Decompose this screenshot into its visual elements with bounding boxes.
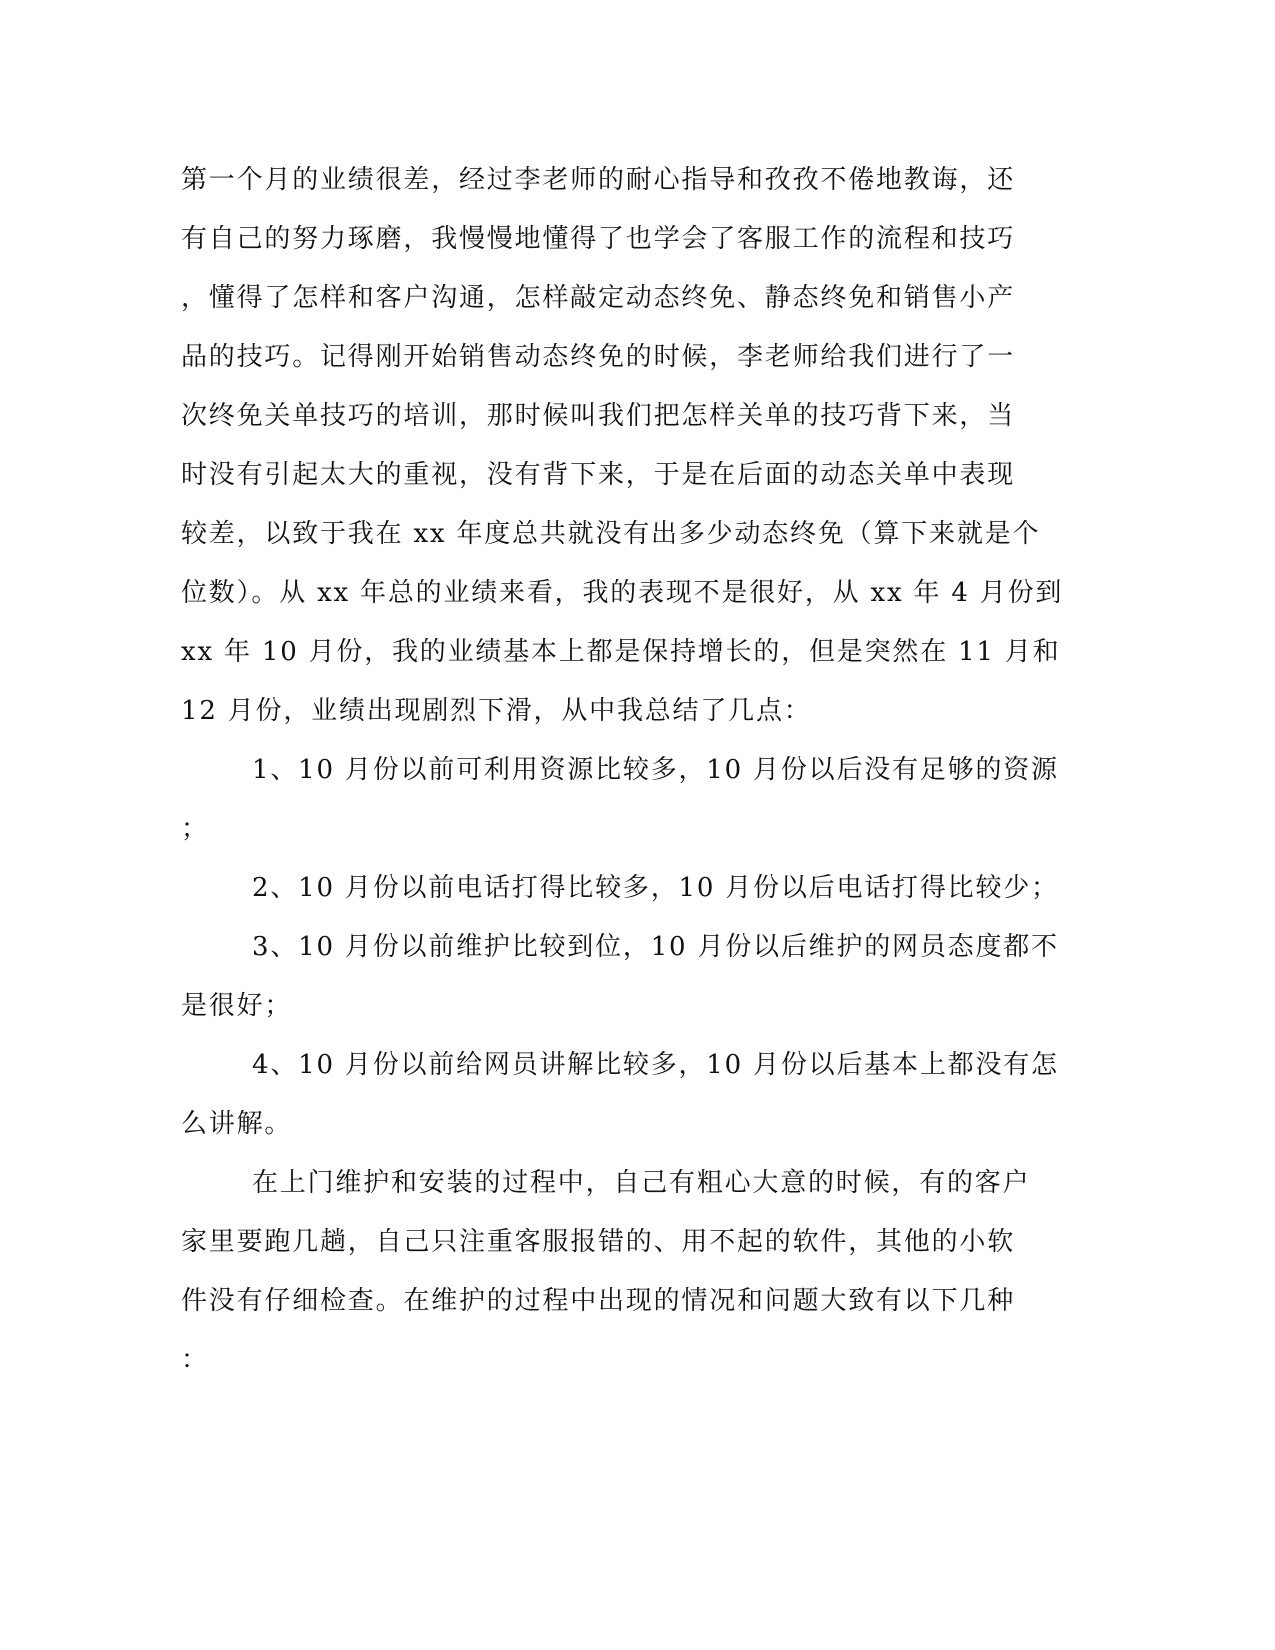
text-line: 较差，以致于我在 xx 年度总共就没有出多少动态终免（算下来就是个 [181,519,1041,549]
text-line: ； [181,814,209,844]
list-item-3: 3、10 月份以前维护比较到位，10 月份以后维护的网员态度都不 [252,932,1059,962]
text-line: 时没有引起太大的重视，没有背下来，于是在后面的动态关单中表现 [181,460,1016,490]
text-line: 次终免关单技巧的培训，那时候叫我们把怎样关单的技巧背下来，当 [181,401,1016,431]
text-line: 12 月份，业绩出现剧烈下滑，从中我总结了几点： [181,696,812,726]
list-item-2: 2、10 月份以前电话打得比较多，10 月份以后电话打得比较少； [252,873,1059,903]
text-line: 位数）。从 xx 年总的业绩来看，我的表现不是很好，从 xx 年 4 月份到 [181,578,1064,608]
text-line: 第一个月的业绩很差，经过李老师的耐心指导和孜孜不倦地教诲，还 [181,165,1016,195]
list-item-1: 1、10 月份以前可利用资源比较多，10 月份以后没有足够的资源 [252,755,1059,785]
text-line: ，懂得了怎样和客户沟通，怎样敲定动态终免、静态终免和销售小产 [181,283,1016,313]
text-line: 有自己的努力琢磨，我慢慢地懂得了也学会了客服工作的流程和技巧 [181,224,1016,254]
text-line: 么讲解。 [181,1109,293,1139]
text-line: xx 年 10 月份，我的业绩基本上都是保持增长的，但是突然在 11 月和 [181,637,1061,667]
paragraph-start: 在上门维护和安装的过程中，自己有粗心大意的时候，有的客户 [252,1168,1031,1198]
text-line: ： [181,1345,209,1375]
list-item-4: 4、10 月份以前给网员讲解比较多，10 月份以后基本上都没有怎 [252,1050,1059,1080]
text-line: 家里要跑几趟，自己只注重客服报错的、用不起的软件，其他的小软 [181,1227,1016,1257]
text-line: 件没有仔细检查。在维护的过程中出现的情况和问题大致有以下几种 [181,1286,1016,1316]
text-line: 是很好； [181,991,293,1021]
text-line: 品的技巧。记得刚开始销售动态终免的时候，李老师给我们进行了一 [181,342,1016,372]
